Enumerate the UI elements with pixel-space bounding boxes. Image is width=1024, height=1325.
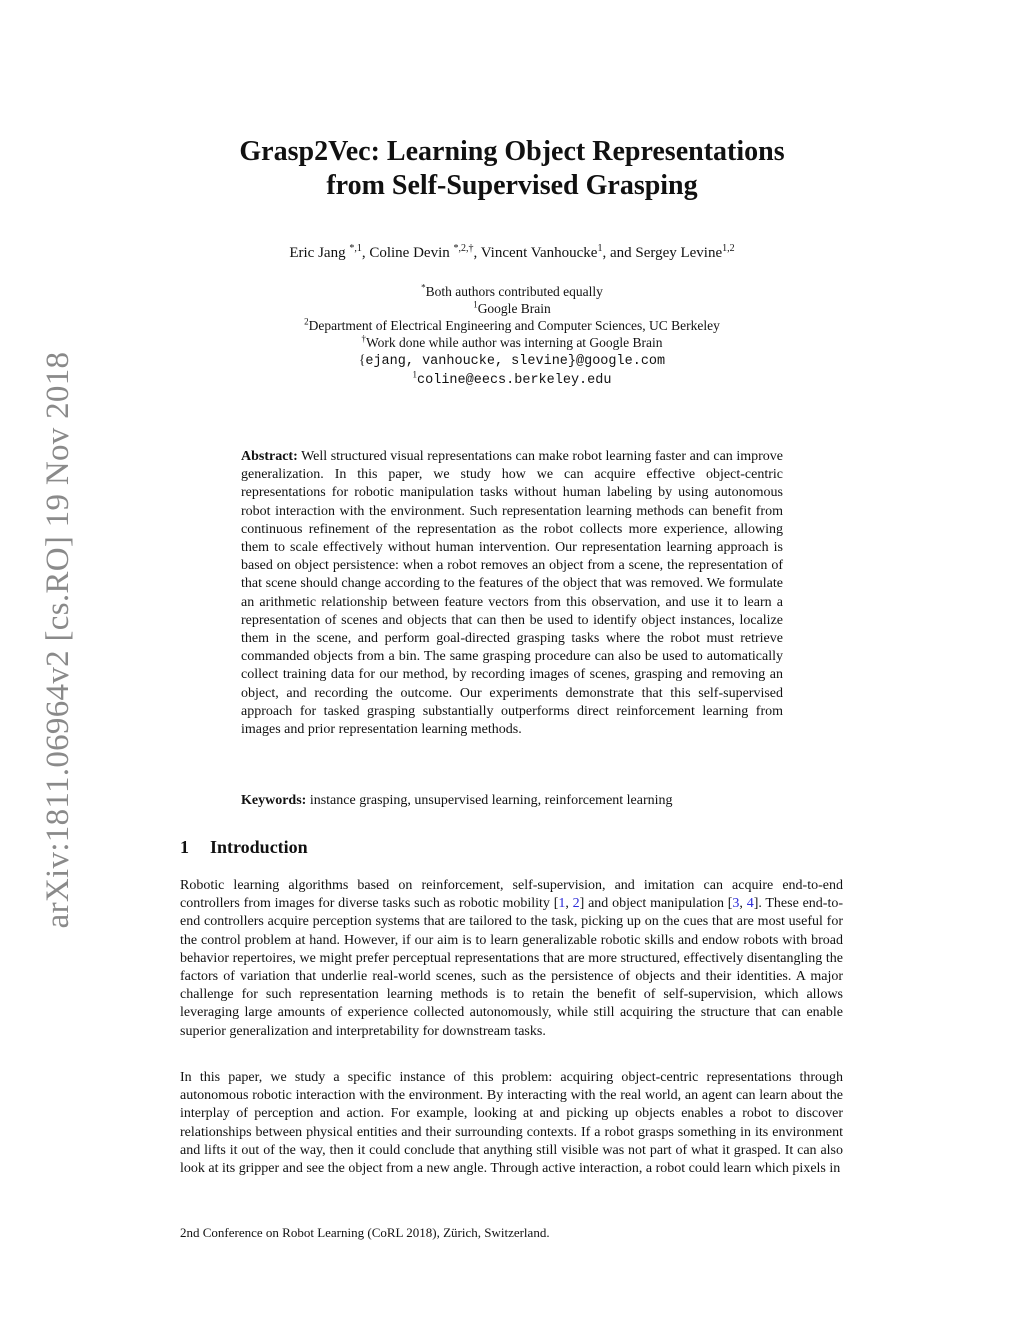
author-affiliation-mark: 1 xyxy=(597,243,603,254)
affiliations-block xyxy=(160,283,864,389)
keywords-text: instance grasping, unsupervised learning, reinforcement learning xyxy=(309,793,673,808)
arxiv-identifier-stamp: arXiv:1811.06964v2 [cs.RO] 19 Nov 2018 xyxy=(40,351,76,929)
affiliation-mark: † xyxy=(361,333,366,344)
abstract-label: Abstract: xyxy=(241,449,298,464)
citation-link[interactable]: 2 xyxy=(572,896,580,912)
citation-separator: , xyxy=(565,896,573,912)
email-berkeley: coline@eecs.berkeley.edu xyxy=(417,373,612,388)
affiliation-text: Both authors contributed equally xyxy=(425,284,603,299)
intro-paragraph-1 xyxy=(180,877,843,1041)
affiliation-line xyxy=(160,283,864,300)
paper-title xyxy=(160,135,864,203)
author-list xyxy=(160,243,864,263)
paragraph-text: ] and object manipulation [ xyxy=(579,896,733,912)
affiliation-text: Google Brain xyxy=(477,301,551,316)
email-google-names: ejang, vanhoucke, slevine xyxy=(365,354,568,369)
affiliation-line xyxy=(160,334,864,351)
affiliation-text: Department of Electrical Engineering and Computer Sciences, UC Berkeley xyxy=(308,318,720,333)
keywords-label: Keywords: xyxy=(241,793,307,808)
conference-footnote: 2nd Conference on Robot Learning (CoRL 2018), Zürich, Switzerland. xyxy=(180,1225,550,1240)
intro-paragraph-2: In this paper, we study a specific instance of this problem: acquiring object-centric representations through autonomous robotic interaction with the environment. By interacting with the real world, an agent can learn about the interplay of perception and action. For example, looking at and picking up objects enables a robot to discover relationships between physical entities and their surrounding contexts. If a robot grasps something in its environment and lifts it out of the way, then it could conclude that anything still visible was not part of what it grasped. It can also look at its gripper and see the object from a new angle. Through active interaction, a robot could learn which pixels in xyxy=(180,1070,843,1177)
citation-link[interactable]: 4 xyxy=(746,896,754,912)
citation-link[interactable]: 3 xyxy=(732,896,740,912)
abstract-text: Well structured visual representations can make robot learning faster and can improve generalization. In this paper, we study how we can acquire effective object-centric representations for robotic manipulation tasks without human labeling by using autonomous robot interaction with the environment. Such representation learning methods can benefit from continuous refinement of the representation as the robot collects more experience, allowing them to scale effectively without human intervention. Our representation learning approach is based on object persistence: when a robot removes an object from a scene, the representation of that scene should change according to the features of the object that was removed. We formulate an arithmetic relationship between feature vectors from this observation, and use it to learn a representation of scenes and objects that can then be used to identify object instances, localize them in the scene, and perform goal-directed grasping tasks where the robot must retrieve commanded objects from a bin. The same grasping procedure can also be used to automatically collect training data for our method, by recording images of scenes, grasping and removing an object, and recording the outcome. Our experiments demonstrate that this self-supervised approach for tasked grasping substantially outperforms direct reinforcement learning from images and prior representation learning methods. xyxy=(241,449,783,738)
affiliation-line xyxy=(160,317,864,334)
abstract xyxy=(241,448,783,739)
affiliation-mark: * xyxy=(421,282,426,293)
author-name: Coline Devin xyxy=(369,245,450,261)
email-brace-open: { xyxy=(358,352,366,367)
author-separator: , xyxy=(361,245,370,261)
author-name: Vincent Vanhoucke xyxy=(480,245,598,261)
email-line-google xyxy=(160,351,864,370)
author-separator: , xyxy=(473,245,481,261)
author-name: Sergey Levine xyxy=(635,245,723,261)
paragraph-text: ]. These end-to-end controllers acquire perception systems that are tailored to the task, picking up on the cues that are most useful for the control problem at hand. However, if our aim is to learn generalizable robotic skills and endow robots with broad behavior repertoires, we might prefer perceptual representations that are more structured, effectively disentangling the factors of variation that underlie real-world scenes, such as the persistence of objects and their identities. A major challenge for such representation learning methods is to retain the benefit of self-supervision, which allows leveraging large amounts of experience collected autonomously, while still acquiring the structure that can enable superior generalization and interpretability for downstream tasks. xyxy=(180,896,844,1039)
affiliation-text: Work done while author was interning at Google Brain xyxy=(365,335,663,350)
affiliation-mark: 1 xyxy=(473,299,478,310)
author-affiliation-mark: 1,2 xyxy=(722,243,735,254)
author-separator: , and xyxy=(602,245,636,261)
title-line-2: from Self-Supervised Grasping xyxy=(326,170,698,201)
author-affiliation-mark: *,2,† xyxy=(453,243,474,254)
section-number: 1 xyxy=(180,837,189,857)
section-title: Introduction xyxy=(210,837,308,857)
section-heading-introduction xyxy=(180,835,308,859)
email-affiliation-mark: 1 xyxy=(412,369,418,380)
email-line-berkeley xyxy=(160,370,864,389)
author-affiliation-mark: *,1 xyxy=(349,243,362,254)
affiliation-mark: 2 xyxy=(304,316,309,327)
citation-link[interactable]: 1 xyxy=(558,896,566,912)
email-brace-close: }@google.com xyxy=(567,354,666,369)
citation-separator: , xyxy=(739,896,747,912)
author-name: Eric Jang xyxy=(289,245,346,261)
affiliation-line xyxy=(160,300,864,317)
title-line-1: Grasp2Vec: Learning Object Representations xyxy=(239,136,785,167)
keywords xyxy=(241,792,783,810)
paragraph-text: Robotic learning algorithms based on reinforcement, self-supervision, and imitation can acquire end-to-end controllers from images for diverse tasks such as robotic mobility [ xyxy=(180,878,843,912)
